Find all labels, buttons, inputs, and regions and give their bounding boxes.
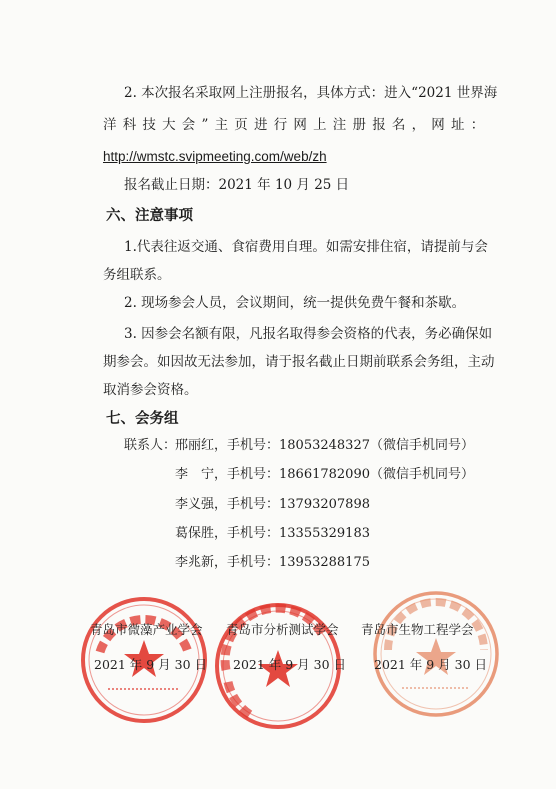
contact-item: 邢丽红，手机号：18053248327（微信手机同号） (175, 438, 474, 453)
signature-date: 2021 年 9 月 30 日 (94, 657, 208, 672)
contact-item: 葛保胜，手机号：13355329183 (175, 526, 370, 541)
registration-deadline: 报名截止日期：2021 年 10 月 25 日 (124, 177, 350, 193)
notes-item-1-line-2: 务组联系。 (103, 267, 171, 283)
section-heading-contacts: 七、会务组 (106, 411, 179, 427)
registration-url-link[interactable]: http://wmstc.svipmeeting.com/web/zh (103, 149, 327, 164)
signature-date: 2021 年 9 月 30 日 (374, 657, 488, 672)
section-heading-notes: 六、注意事项 (106, 208, 193, 224)
contact-item: 李兆新，手机号：13953288175 (175, 555, 370, 570)
signature-org-name: 青岛市分析测试学会 (226, 622, 339, 637)
notes-item-1-line-1: 1.代表往返交通、食宿费用自理。如需安排住宿，请提前与会 (124, 239, 488, 255)
contact-item: 李 宁，手机号：18661782090（微信手机同号） (175, 467, 474, 482)
registration-line-2: 洋科技大会”主页进行网上注册报名，网址： (103, 117, 491, 133)
signature-date: 2021 年 9 月 30 日 (233, 657, 347, 672)
contact-label: 联系人： (124, 438, 177, 453)
notes-item-2: 2. 现场参会人员，会议期间，统一提供免费午餐和茶歇。 (124, 295, 466, 311)
registration-line-1: 2. 本次报名采取网上注册报名，具体方式：进入“2021 世界海 (124, 85, 498, 101)
notes-item-3-line-2: 期参会。如因故无法参加，请于报名截止日期前联系会务组，主动 (103, 354, 495, 370)
contact-item: 李义强，手机号：13793207898 (175, 497, 370, 512)
signature-org-name: 青岛市生物工程学会 (361, 622, 474, 637)
signature-org-name: 青岛市微藻产业学会 (90, 622, 203, 637)
notes-item-3-line-3: 取消参会资格。 (103, 382, 198, 398)
faded-seal-bioengineering-society (370, 588, 502, 720)
notes-item-3-line-1: 3. 因参会名额有限，凡报名取得参会资格的代表，务必确保如 (124, 326, 493, 342)
